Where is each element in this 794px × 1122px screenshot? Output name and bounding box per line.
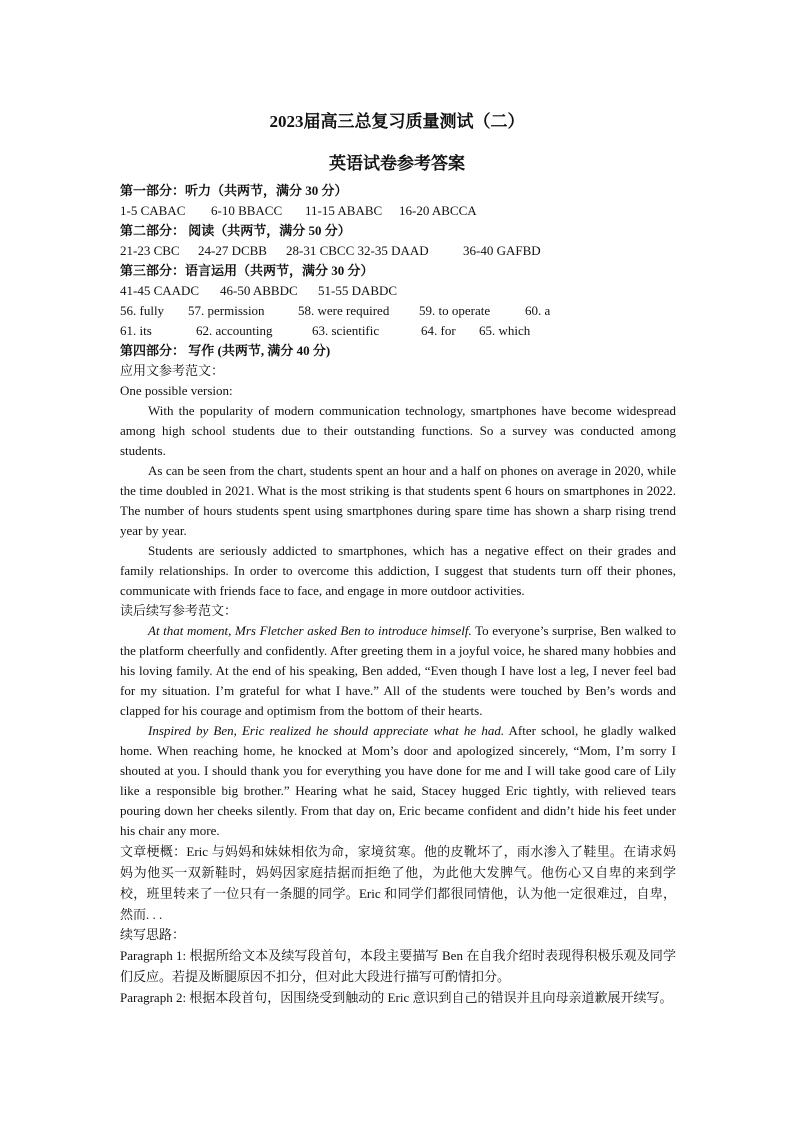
writing-ideas-label: 续写思路： bbox=[120, 927, 186, 942]
page-subtitle: 英语试卷参考答案 bbox=[329, 154, 465, 173]
paragraph-lead-sentence: At that moment, Mrs Fletcher asked Ben to introduce himself. bbox=[148, 623, 472, 638]
answer-item: 62. accounting bbox=[196, 323, 273, 338]
essay-paragraph: As can be seen from the chart, students spent an hour and a half on phones on average in 2020, while the time doubled in 2021. What is the most striking is that students spent 6 hours on smartphones in 2022. The number of hours students spent using smartphones during spare time has shown a sharp rising trend year by year. bbox=[120, 463, 676, 538]
answer-group: 36-40 GAFBD bbox=[463, 243, 541, 258]
part2-answers bbox=[120, 241, 676, 261]
answer-group: 46-50 ABBDC bbox=[220, 283, 298, 298]
paragraph-body: After school, he gladly walked home. When reaching home, he knocked at Mom’s door and apologized sincerely, “Mom, I’m sorry I shouted at you. I should thank you for everything you have done for me and I will take good care of Lily like a responsible big brother.” Hearing what he said, Stacey hugged Eric tightly, with relieved tears pouring down her cheeks silently. From that day on, Eric became confident and didn’t hide his feet under his chair any more. bbox=[120, 723, 676, 838]
answer-item: 63. scientific bbox=[312, 323, 380, 338]
essay-paragraph: With the popularity of modern communication technology, smartphones have become widespread among high school students due to their outstanding functions. So a survey was conducted among students. bbox=[120, 403, 676, 458]
answer-group: 24-27 DCBB bbox=[198, 243, 267, 258]
continuation-paragraph-1 bbox=[120, 621, 676, 721]
answer-body bbox=[120, 181, 676, 1008]
answer-group: 41-45 CAADC bbox=[120, 283, 200, 298]
answer-item: 58. were required bbox=[298, 303, 390, 318]
answer-group: 6-10 BBACC bbox=[211, 203, 283, 218]
writing-idea-paragraph-2: Paragraph 2: 根据本段首句，因围绕受到触动的 Eric 意识到自己的错误并且向母亲道歉展开续写。 bbox=[120, 990, 673, 1005]
answer-item: 56. fully bbox=[120, 303, 165, 318]
part3-row-61-65 bbox=[120, 321, 676, 341]
paragraph-lead-sentence: Inspired by Ben, Eric realized he should appreciate what he had. bbox=[148, 723, 505, 738]
continuation-label: 读后续写参考范文： bbox=[120, 603, 238, 618]
possible-version-label: One possible version: bbox=[120, 383, 233, 398]
part3-answers bbox=[120, 281, 676, 301]
page-title: 2023届高三总复习质量测试（二） bbox=[269, 112, 525, 131]
answer-group: 28-31 CBCC 32-35 DAAD bbox=[286, 243, 429, 258]
answer-group: 11-15 ABABC bbox=[305, 203, 383, 218]
paragraph-body: To everyone’s surprise, Ben walked to the platform cheerfully and confidently. After greeting them in a joyful voice, he shared many hobbies and his loving family. At the end of his speaking, Ben added, “Even though I have lost a leg, I never feel bad for my situation. I’m grateful for what I have.” All of the students were touched by Ben’s words and clapped for his courage and optimism from the bottom of their hearts. bbox=[120, 623, 677, 718]
essay-paragraph: Students are seriously addicted to smartphones, which has a negative effect on their grades and family relationships. In order to overcome this addiction, I suggest that students turn off their phones, communicate with friends face to face, and engage in more outdoor activities. bbox=[120, 543, 676, 598]
answer-group: 1-5 CABAC bbox=[120, 203, 186, 218]
answer-group: 21-23 CBC bbox=[120, 243, 180, 258]
part2-heading: 第二部分： 阅读（共两节，满分 50 分） bbox=[120, 223, 351, 238]
writing-idea-paragraph-1: Paragraph 1: 根据所给文本及续写段首句，本段主要描写 Ben 在自我介绍时表现得积极乐观及同学们反应。若提及断腿原因不扣分，但对此大段进行描写可酌情扣分。 bbox=[120, 948, 676, 984]
answer-item: 61. its bbox=[120, 323, 152, 338]
part1-answers bbox=[120, 201, 676, 221]
answer-item: 60. a bbox=[525, 303, 551, 318]
part1-heading: 第一部分：听力（共两节，满分 30 分） bbox=[120, 183, 348, 198]
continuation-paragraph-2 bbox=[120, 721, 676, 841]
application-essay-label: 应用文参考范文： bbox=[120, 363, 225, 378]
answer-item: 64. for bbox=[421, 323, 456, 338]
part3-row-56-60 bbox=[120, 301, 676, 321]
story-summary: 文章梗概：Eric 与妈妈和妹妹相依为命，家境贫寒。他的皮靴坏了，雨水渗入了鞋里。在请求妈妈为他买一双新鞋时，妈妈因家庭拮据而拒绝了他，为此他大发脾气。他伤心又自卑的来到学校，班里转来了一位只有一条腿的同学。Eric 和同学们都很同情他，认为他一定很难过，自卑，然而. . . bbox=[120, 844, 676, 922]
answer-item: 59. to operate bbox=[419, 303, 491, 318]
part3-heading: 第三部分：语言运用（共两节，满分 30 分） bbox=[120, 263, 374, 278]
part4-heading: 第四部分： 写作 (共两节, 满分 40 分) bbox=[120, 343, 331, 358]
answer-group: 16-20 ABCCA bbox=[399, 203, 477, 218]
answer-item: 65. which bbox=[479, 323, 531, 338]
answer-item: 57. permission bbox=[188, 303, 265, 318]
answer-group: 51-55 DABDC bbox=[318, 283, 398, 298]
